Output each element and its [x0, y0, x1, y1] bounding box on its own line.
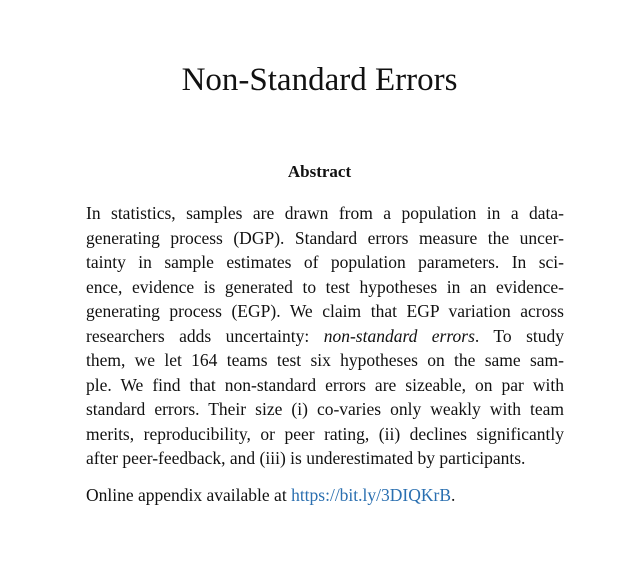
appendix-link[interactable]: https://bit.ly/3DIQKrB: [291, 485, 451, 505]
abstract-line: ence, evidence is generated to test hypotheses in an evidence-: [86, 276, 564, 297]
online-appendix-note: [86, 483, 564, 507]
abstract-line-with-emphasis: [86, 324, 564, 349]
abstract-line: merits, reproducibility, or peer rating, (ii) declines significantly: [86, 423, 564, 444]
appendix-prefix: Online appendix available at: [86, 485, 292, 505]
appendix-suffix: .: [451, 485, 456, 505]
abstract-line-start: researchers adds uncertainty:: [86, 325, 310, 346]
abstract-line: tainty in sample estimates of population parameters. In sci-: [86, 252, 564, 272]
abstract-line: them, we let 164 teams test six hypotheses on the same sam-: [86, 350, 564, 370]
abstract-text: [86, 201, 564, 471]
abstract-line: generating process (EGP). We claim that EGP variation across: [86, 301, 564, 321]
abstract-line: after peer-feedback, and (iii) is underestimated by participants.: [86, 448, 526, 468]
abstract-line: In statistics, samples are drawn from a population in a data-: [86, 203, 564, 223]
abstract-line-end: . To study: [474, 325, 564, 346]
abstract-heading: Abstract: [287, 162, 352, 181]
emphasized-term: non-standard errors: [323, 325, 475, 346]
paper-title: Non-Standard Errors: [181, 62, 458, 98]
abstract-line: standard errors. Their size (i) co-varies only weakly with team: [86, 399, 564, 419]
abstract-line: ple. We find that non-standard errors are sizeable, on par with: [86, 374, 564, 395]
abstract-line: generating process (DGP). Standard errors measure the uncer-: [86, 227, 564, 248]
